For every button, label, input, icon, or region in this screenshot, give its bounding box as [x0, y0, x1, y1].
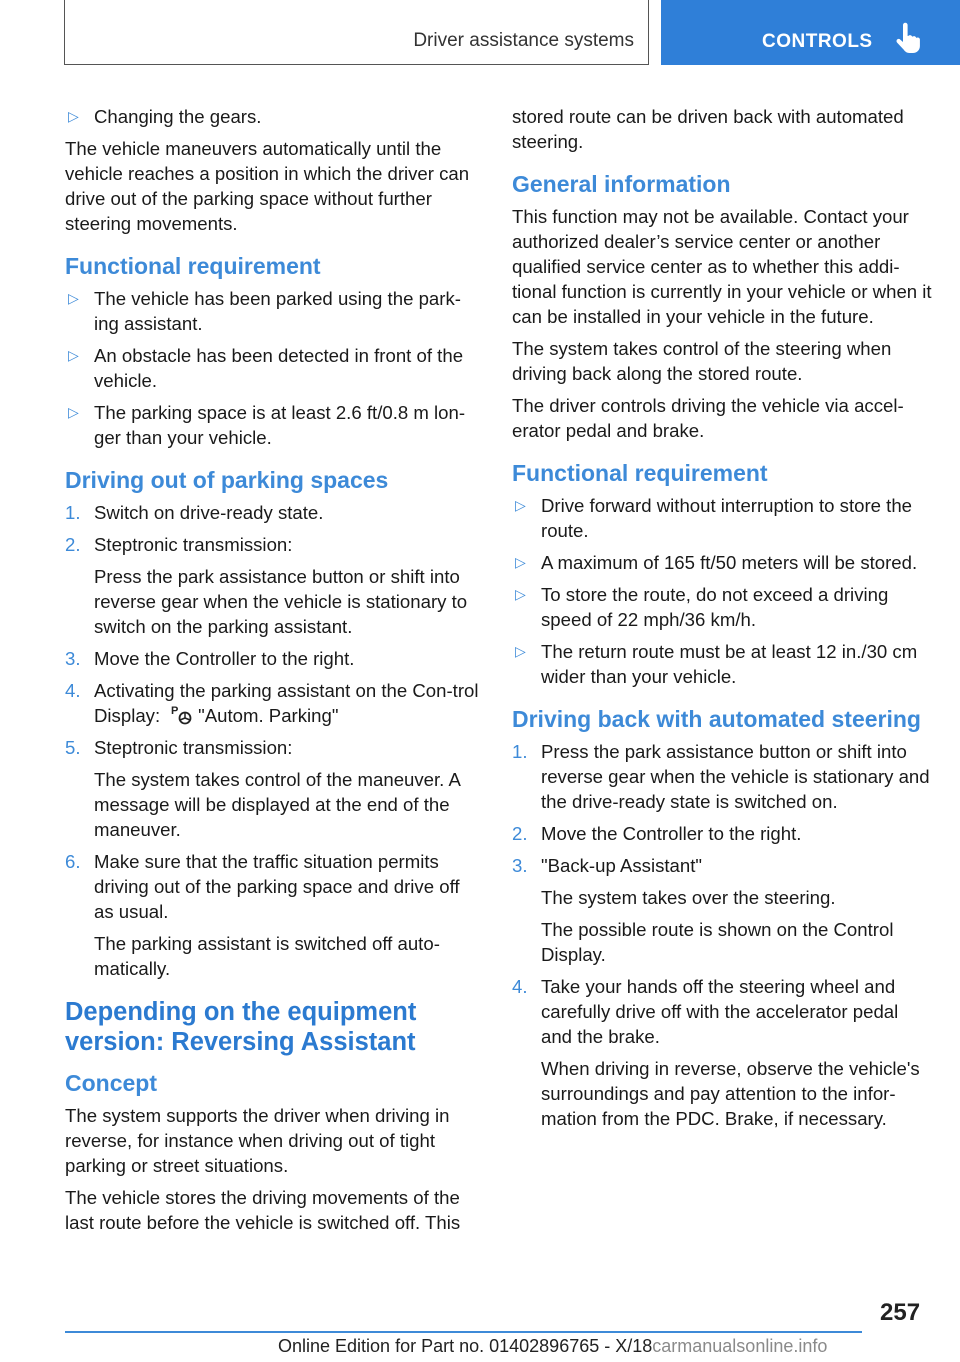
step-item: 2. Move the Controller to the right. — [512, 823, 802, 844]
watermark-text: carmanualsonline.info — [652, 1336, 828, 1356]
triangle-bullet-icon: ▷ — [68, 404, 79, 420]
triangle-bullet-icon: ▷ — [515, 554, 526, 570]
header-chapter-title: CONTROLS — [762, 31, 873, 52]
requirement-list — [65, 286, 480, 450]
parking-assistant-icon — [170, 703, 194, 725]
step-item: 2. Steptronic transmission: Press the park assistance button or shift into reverse gear when the vehicle is stationary to switch on the parking assistant. — [65, 534, 468, 637]
list-item: ▷ Drive forward without interruption to store the route. — [515, 495, 913, 541]
heading-driving-out: Driving out of parking spaces — [65, 467, 389, 493]
heading-concept: Concept — [65, 1070, 157, 1096]
list-item: ▷ The vehicle has been parked using the park‐ing assistant. — [68, 288, 461, 334]
paragraph-continued: stored route can be driven back with automated steering. — [512, 106, 904, 152]
driving-back-steps — [512, 739, 932, 1131]
list-item: ▷ An obstacle has been detected in front of the vehicle. — [68, 345, 464, 391]
step-item: 4. Activating the parking assistant on the Con‐trol Display: P "Autom. Parking" — [65, 680, 479, 726]
paragraph-general-3: The driver controls driving the vehicle via accel‐erator pedal and brake. — [512, 395, 904, 441]
page-number: 257 — [880, 1299, 921, 1326]
list-item: ▷ The return route must be at least 12 in./30 cm wider than your vehicle. — [515, 641, 918, 687]
paragraph-maneuvers: The vehicle maneuvers automatically until the vehicle reaches a position in which the driver can drive out of the parking space without further steering movements. — [65, 138, 470, 234]
edition-text: Online Edition for Part no. 01402896765 - X/18 — [278, 1336, 653, 1356]
step-item: 4. Take your hands off the steering wheel and carefully drive off with the accelerator pedal and the brake. When driving in reverse, observe the vehicle's surroundings and pay attention to the infor‐mation from the PDC. Brake, if necessary. — [512, 976, 920, 1129]
step-item: 3. Move the Controller to the right. — [65, 648, 355, 669]
step-item: 6. Make sure that the traffic situation permits driving out of the parking space and drive off as usual. The parking assistant is switched off auto‐matically. — [65, 851, 460, 979]
triangle-bullet-icon: ▷ — [515, 586, 526, 602]
triangle-bullet-icon: ▷ — [68, 108, 79, 124]
pointing-hand-icon — [894, 22, 922, 54]
step-item: 5. Steptronic transmission: The system takes control of the maneuver. A message will be displayed at the end of the maneuver. — [65, 737, 460, 840]
left-column — [65, 104, 480, 1242]
heading-functional-requirement-2: Functional requirement — [512, 460, 768, 486]
right-column — [512, 104, 932, 1138]
footer-edition — [278, 1336, 827, 1357]
paragraph-general-2: The system takes control of the steering when driving back along the stored route. — [512, 338, 892, 384]
header-section-tab — [64, 0, 649, 65]
paragraph-concept-1: The system supports the driver when driving in reverse, for instance when driving out of tight parking or street situations. — [65, 1105, 450, 1176]
gear-bullet-list — [65, 104, 480, 129]
step-item: 1. Switch on drive-ready state. — [65, 502, 324, 523]
driving-out-steps — [65, 500, 480, 981]
list-item: ▷ The parking space is at least 2.6 ft/0.8 m lon‐ger than your vehicle. — [68, 402, 466, 448]
heading-reversing-assistant: Depending on the equipment version: Reversing Assistant — [65, 998, 417, 1056]
list-item: ▷ To store the route, do not exceed a driving speed of 22 mph/36 km/h. — [515, 584, 889, 630]
heading-general-information: General information — [512, 171, 731, 197]
requirement-list-2 — [512, 493, 932, 689]
header-chapter-tab[interactable] — [661, 0, 960, 65]
step-item: 1. Press the park assistance button or shift into reverse gear when the vehicle is stationary and the drive-ready state is switched on. — [512, 741, 930, 812]
list-item: ▷ Changing the gears. — [68, 106, 262, 127]
triangle-bullet-icon: ▷ — [68, 347, 79, 363]
footer-divider — [65, 1331, 862, 1333]
heading-driving-back: Driving back with automated steering — [512, 706, 921, 732]
svg-text:P: P — [171, 705, 179, 717]
paragraph-concept-2: The vehicle stores the driving movements of the last route before the vehicle is switched off. This — [65, 1187, 461, 1233]
triangle-bullet-icon: ▷ — [515, 497, 526, 513]
triangle-bullet-icon: ▷ — [515, 643, 526, 659]
triangle-bullet-icon: ▷ — [68, 290, 79, 306]
heading-functional-requirement: Functional requirement — [65, 253, 321, 279]
list-item: ▷ A maximum of 165 ft/50 meters will be stored. — [515, 552, 918, 573]
paragraph-general-1: This function may not be available. Contact your authorized dealer’s service center or another qualified service center as to whether this addi‐tional function is currently in your vehicle or when it can be installed in your vehicle in the future. — [512, 206, 932, 327]
header-section-title: Driver assistance systems — [413, 30, 634, 51]
step-item: 3. "Back-up Assistant" The system takes over the steering. The possible route is shown on the Control Display. — [512, 855, 894, 965]
